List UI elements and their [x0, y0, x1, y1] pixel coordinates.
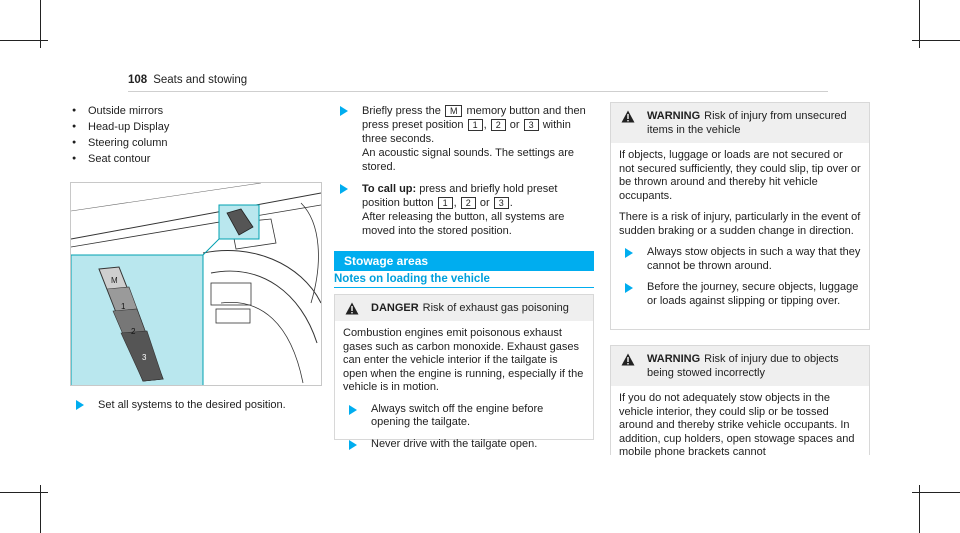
step-text: or — [509, 119, 520, 131]
crop-mark — [40, 485, 41, 533]
warning-body — [611, 386, 869, 474]
subsection-title: Notes on loading the vehicle — [334, 273, 490, 285]
preset-3-icon: 3 — [494, 197, 509, 209]
warning-title: Risk of injury from unsecured items in the vehicle — [647, 110, 847, 136]
arrow-icon — [349, 405, 357, 415]
step-result: After releasing the button, all systems are moved into the stored position. — [362, 211, 565, 237]
action-text: Set all systems to the desired position. — [98, 399, 286, 411]
crop-mark — [40, 0, 41, 48]
warning-header — [611, 103, 869, 143]
action-step-store: Briefly press the M memory button and then press preset position 1 , 2 or 3 within three seconds. An acoustic signal sounds. The settings are stored. — [334, 104, 594, 174]
warning-triangle-icon — [621, 110, 635, 123]
warning-text: There is a risk of injury, particularly in the event of sudden braking or a sudden change in direction. — [619, 211, 861, 237]
danger-box — [334, 294, 594, 450]
arrow-icon — [340, 106, 348, 116]
warning-triangle-icon — [345, 302, 359, 315]
section-name: Seats and stowing — [153, 74, 248, 86]
memory-button-illustration — [70, 182, 322, 386]
preset-2-icon: 2 — [461, 197, 476, 209]
left-action — [70, 398, 320, 412]
key-label-m: M — [111, 276, 118, 285]
header-rule — [128, 91, 828, 92]
step-text: press and briefly hold preset position button — [362, 183, 558, 209]
warning-text: If objects, luggage or loads are not secured or not secured sufficiently, they could slip, tip over or be thrown around and thereby hit vehicle occupants. — [619, 149, 861, 202]
action-step — [343, 403, 585, 430]
step-result: An acoustic signal sounds. The settings are stored. — [362, 147, 574, 173]
key-label-3: 3 — [142, 353, 147, 362]
danger-title: Risk of exhaust gas poisoning — [422, 302, 569, 314]
warning-title: Risk of injury due to objects being stowed incorrectly — [647, 353, 839, 379]
arrow-icon — [76, 400, 84, 410]
list-item: ● Outside mirrors — [70, 104, 320, 118]
action-step-call-up: To call up: press and briefly hold preset position button 1 , 2 or 3 . After releasing the button, all systems are moved into the stored position. — [334, 182, 594, 238]
warning-body — [611, 143, 869, 322]
arrow-icon — [625, 283, 633, 293]
action-text: Always switch off the engine before opening the tailgate. — [371, 402, 544, 428]
step-text: or — [479, 197, 490, 209]
warning-header — [611, 346, 869, 386]
subsection-rule — [334, 287, 594, 288]
preset-1-icon: 1 — [468, 119, 483, 131]
crop-mark — [919, 0, 920, 48]
crop-mark — [919, 485, 920, 533]
key-label-1: 1 — [121, 302, 126, 311]
action-step — [619, 246, 861, 273]
step-text: memory button and — [466, 105, 562, 117]
action-step — [343, 438, 585, 452]
action-text: Before the journey, secure objects, luggage or loads against slipping or tipping over. — [647, 281, 859, 307]
warning-box-unsecured — [610, 102, 870, 330]
step-text: within three seconds. — [362, 119, 571, 145]
step-label: To call up: — [362, 183, 417, 195]
action-text: Never drive with the tailgate open. — [371, 437, 538, 450]
door-panel-drawing — [71, 183, 322, 386]
arrow-icon — [625, 248, 633, 258]
middle-column — [334, 104, 594, 238]
warning-box-stowed — [610, 345, 870, 458]
page-number: 108 — [128, 74, 148, 86]
preset-3-icon: 3 — [524, 119, 539, 131]
step-text: then press preset position — [362, 105, 586, 131]
danger-label: DANGER — [371, 302, 419, 314]
left-column — [70, 104, 320, 168]
action-step — [619, 281, 861, 308]
section-title: Stowage areas — [334, 251, 594, 271]
preset-1-icon: 1 — [438, 197, 453, 209]
list-item: ● Head-up Display — [70, 120, 320, 134]
arrow-icon — [340, 184, 348, 194]
warning-text: If you do not adequately stow objects in the vehicle interior, they could slip or be tossed around and thereby strike vehicle occupants. In addition, cup holders, open stowage spaces and mobile phone brackets cannot — [619, 392, 855, 458]
action-text: Always stow objects in such a way that they cannot be thrown around. — [647, 246, 861, 272]
key-label-2: 2 — [131, 327, 136, 336]
preset-2-icon: 2 — [491, 119, 506, 131]
memory-key-icon: M — [445, 105, 463, 117]
list-item: ● Steering column — [70, 136, 320, 150]
warning-triangle-icon — [621, 353, 635, 366]
danger-header — [335, 295, 593, 321]
page-header — [128, 74, 247, 86]
step-text: Briefly press the — [362, 105, 441, 117]
danger-body — [335, 321, 593, 465]
warning-label: WARNING — [647, 353, 701, 365]
warning-label: WARNING — [647, 110, 701, 122]
danger-text: Combustion engines emit poisonous exhaust gases such as carbon monoxide. Exhaust gases can enter the vehicle interior if the tailgate is open when the engine is running, especially if the vehicle is in motion. — [343, 327, 584, 393]
action-step — [70, 398, 320, 412]
arrow-icon — [349, 440, 357, 450]
list-item: ● Seat contour — [70, 152, 320, 166]
